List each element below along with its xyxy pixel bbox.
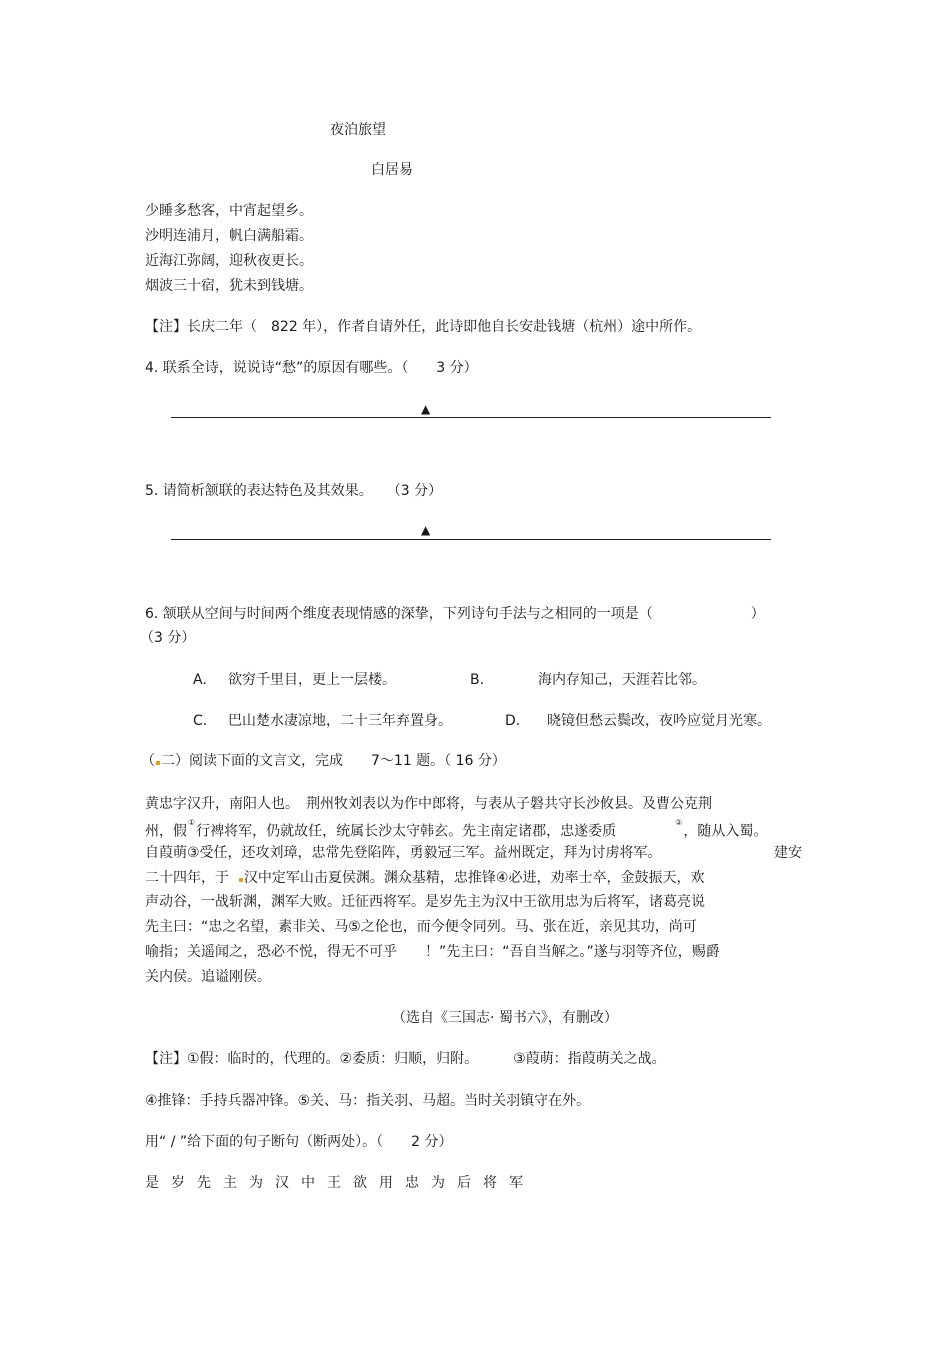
passage-line: 自葭萌③受任，还攻刘璋，忠常先登陷阵，勇毅冠三军。益州既定，拜为讨虏将军。	[145, 845, 662, 861]
passage-line: 先主曰：“忠之名望，素非关、马⑤之伦也，而今便令同列。马、张在近，亲见其功，尚可	[145, 919, 697, 935]
section-2-open-paren: （	[141, 753, 155, 769]
section-2-heading-text: 二）阅读下面的文言文，完成 7～11 题。（ 16 分）	[161, 753, 506, 769]
poem-line: 少睡多愁客，中宵起望乡。	[145, 203, 313, 219]
poem-author: 白居易	[371, 162, 413, 178]
option-d-letter[interactable]: D.	[505, 713, 521, 729]
option-b-text[interactable]: 海内存知己，天涯若比邻。	[538, 672, 706, 688]
footnote-mark-1: ①	[188, 818, 196, 827]
poem-line: 烟波三十宿，犹未到钱塘。	[145, 278, 313, 294]
footnote-mark-2: ②	[675, 818, 683, 827]
answer-line-q5[interactable]	[171, 539, 771, 540]
poem-line: 沙明连浦月，帆白满船霜。	[145, 228, 313, 244]
question-6-score: （3 分）	[140, 630, 196, 646]
poem-line: 近海江弥阔，迎秋夜更长。	[145, 253, 313, 269]
option-c-letter[interactable]: C.	[193, 713, 208, 729]
passage-line: 黄忠字汉升，南阳人也。 荆州牧刘表以为作中郎将，与表从子磐共守长沙攸县。及曹公克荆	[145, 796, 712, 812]
question-7: 用“ / ”给下面的句子断句（断两处）。（ 2 分）	[145, 1134, 453, 1150]
answer-line-q4[interactable]	[171, 417, 771, 418]
question-6: 6. 颔联从空间与时间两个维度表现情感的深挚，下列诗句手法与之相同的一项是（ ）	[145, 606, 765, 622]
question-4: 4. 联系全诗，说说诗“愁”的原因有哪些。（ 3 分）	[145, 360, 478, 376]
highlight-dot	[156, 761, 160, 765]
highlight-dot	[239, 878, 243, 882]
poem-title: 夜泊旅望	[330, 122, 386, 138]
passage-line: 喻指；关遥闻之，恐必不悦，得无不可乎 ！”先主曰：“吾自当解之。”遂与羽等齐位，赐爵	[145, 944, 720, 960]
option-a-letter[interactable]: A.	[193, 672, 207, 688]
option-c-text[interactable]: 巴山楚水凄凉地，二十三年弃置身。	[228, 713, 452, 729]
passage-note-2: ④推锋：手持兵器冲锋。⑤关、马：指关羽、马超。当时关羽镇守在外。	[145, 1093, 591, 1109]
passage-line: 州，假①行裨将军，仍就故任，统属长沙太守韩玄。先主南定诸郡，忠遂委质②，随从入蜀。	[145, 818, 768, 840]
passage-note-1: 【注】①假：临时的，代理的。②委质：归顺，归附。 ③葭萌：指葭萌关之战。	[145, 1051, 666, 1067]
passage-line-tail: 建安	[774, 845, 802, 861]
section-2-heading	[141, 752, 506, 770]
triangle-marker-icon: ▲	[421, 523, 431, 537]
triangle-marker-icon: ▲	[421, 402, 431, 416]
passage-source: （选自《三国志· 蜀书六》，有删改）	[392, 1010, 618, 1026]
option-d-text[interactable]: 晓镜但愁云鬓改，夜吟应觉月光寒。	[547, 713, 771, 729]
punctuation-sentence[interactable]: 是岁先主为汉中王欲用忠为后将军	[145, 1175, 535, 1191]
poem-note: 【注】长庆二年（ 822 年），作者自请外任，此诗即他自长安赴钱塘（杭州）途中所作。	[145, 319, 702, 335]
passage-line: 声动谷，一战斩渊，渊军大败。迁征西将军。是岁先主为汉中王欲用忠为后将军，诸葛亮说	[145, 894, 705, 910]
question-5: 5. 请简析颔联的表达特色及其效果。 （3 分）	[145, 483, 443, 499]
option-b-letter[interactable]: B.	[470, 672, 485, 688]
passage-line: 关内侯。追谥刚侯。	[145, 969, 271, 985]
option-a-text[interactable]: 欲穷千里目，更上一层楼。	[228, 672, 396, 688]
passage-line: 二十四年，于 汉中定军山击夏侯渊。渊众基精，忠推锋④必进，劝率士卒，金鼓振天，欢	[145, 870, 705, 886]
